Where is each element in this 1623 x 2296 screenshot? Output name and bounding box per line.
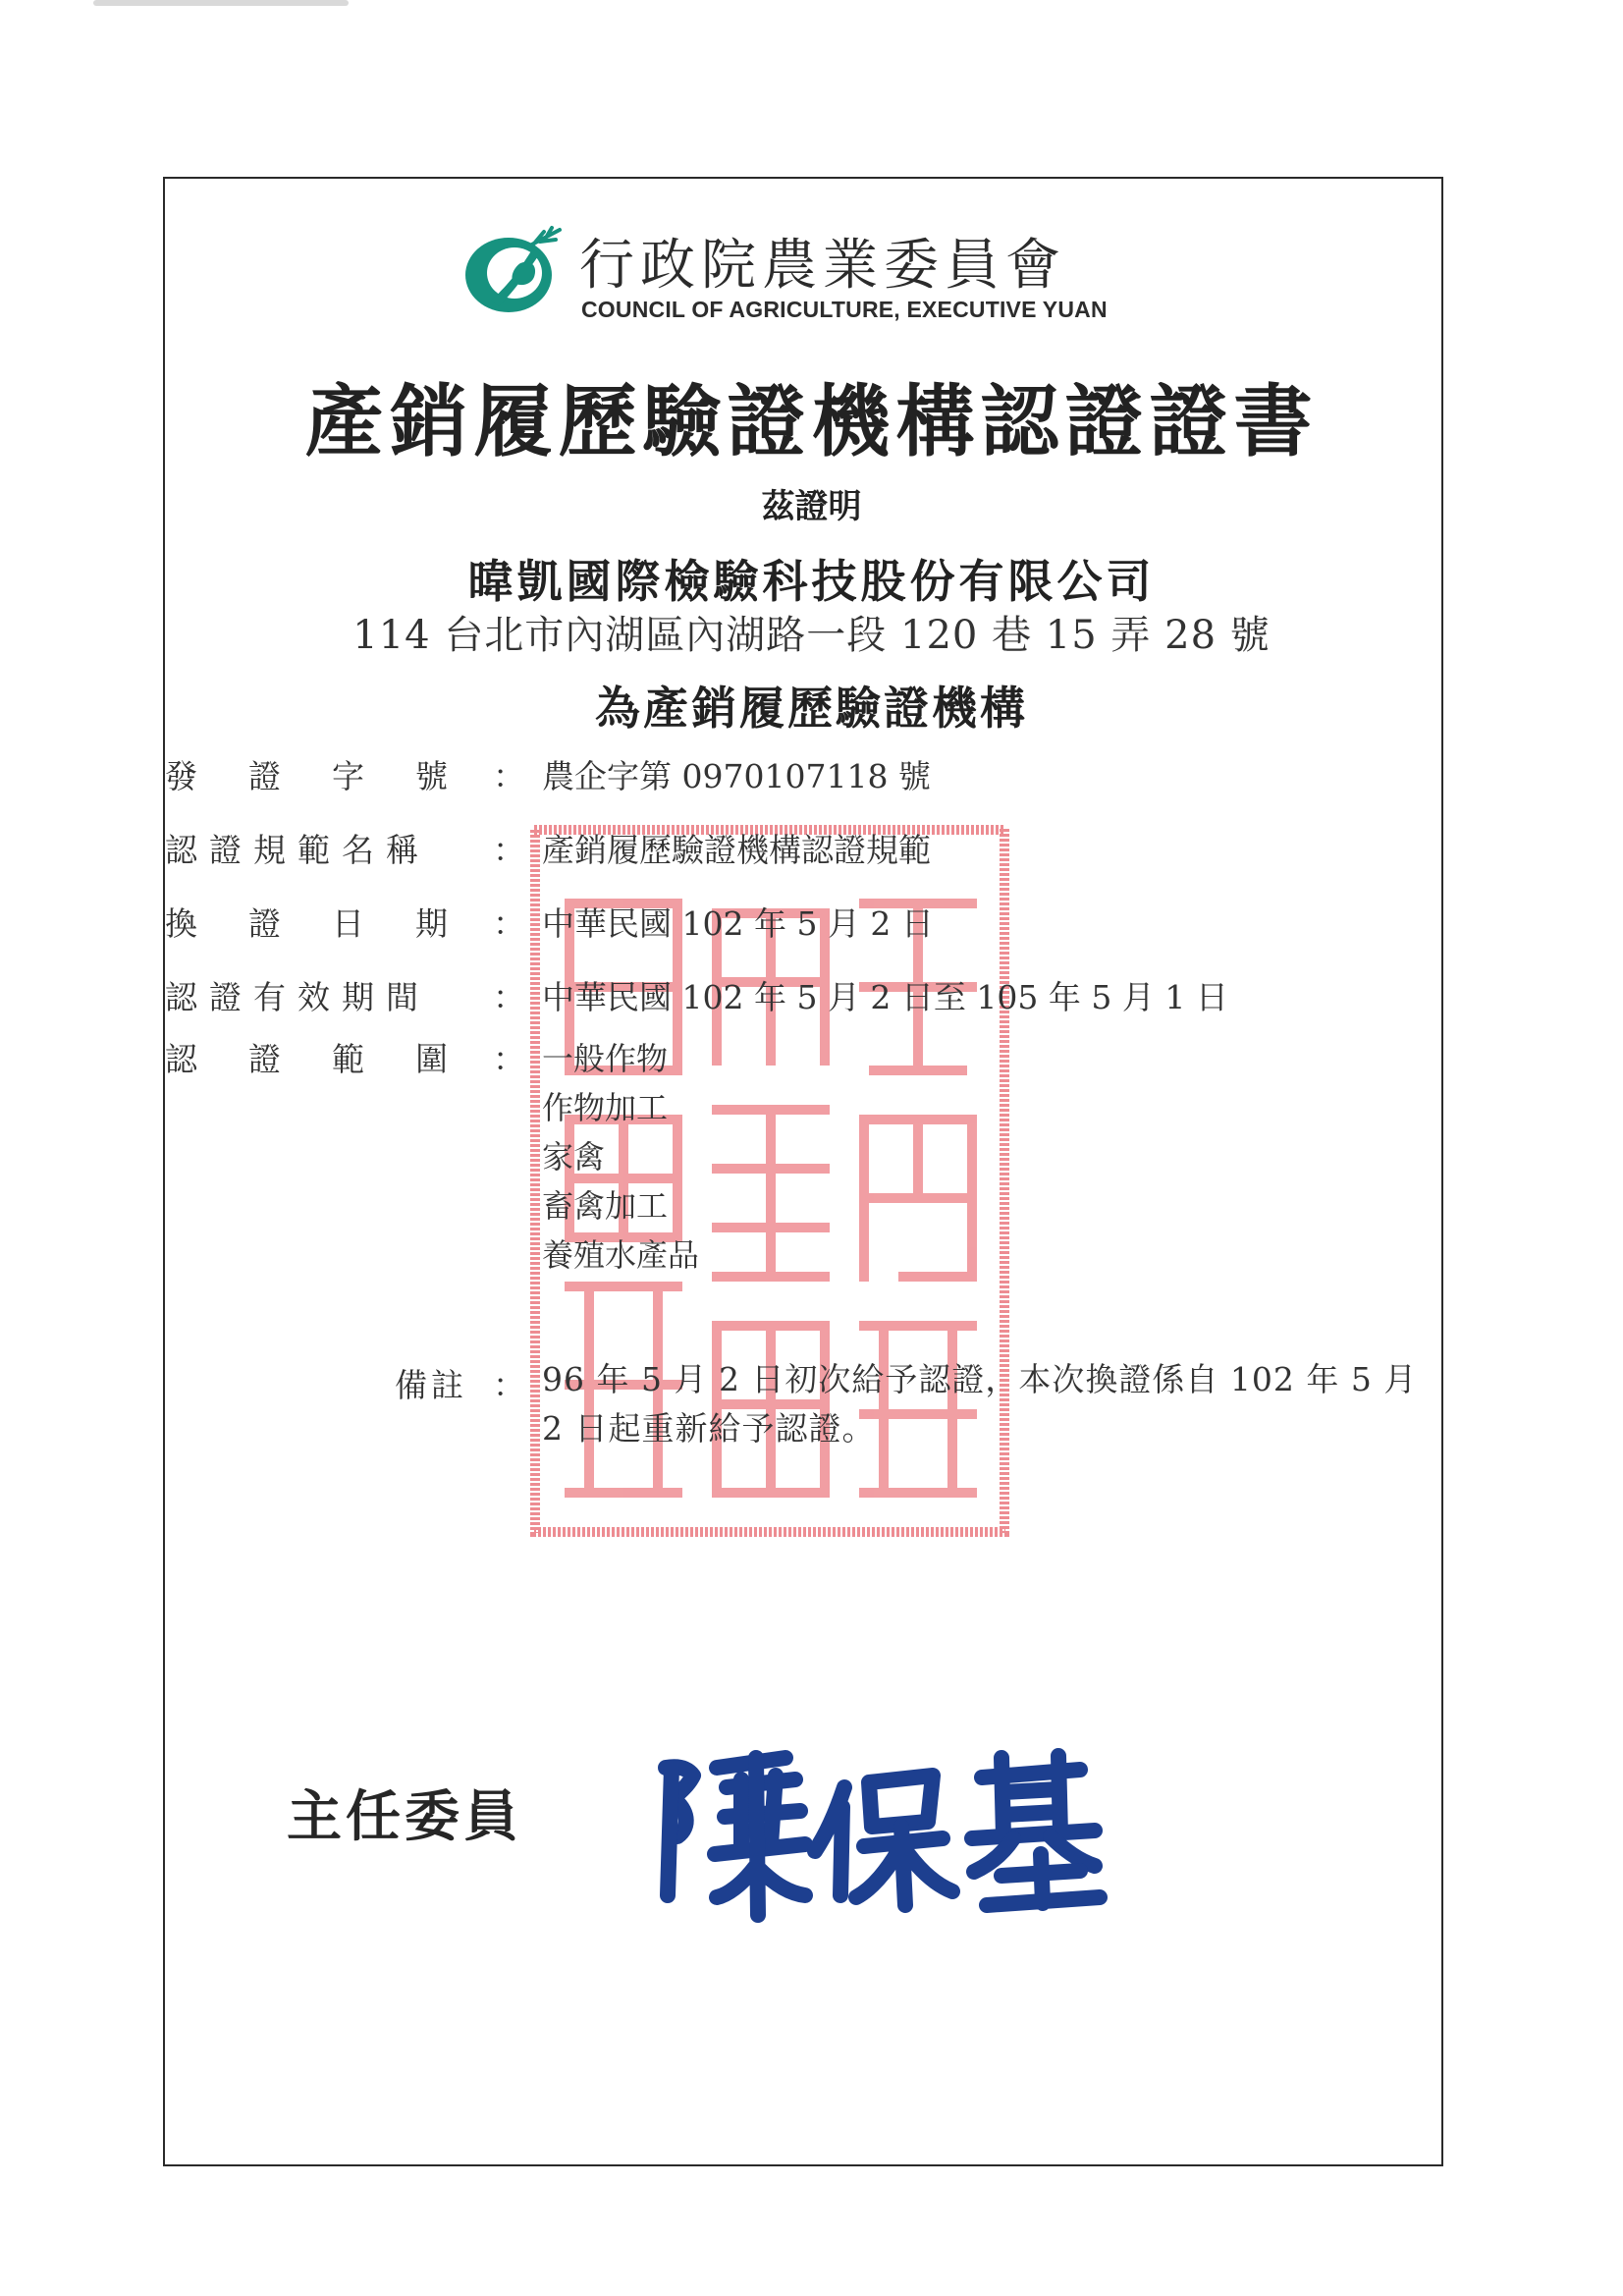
- standard-colon: ：: [493, 831, 525, 869]
- scope-label: [165, 1034, 499, 1080]
- director-signature: [648, 1728, 1109, 1925]
- renewal-date-colon: ：: [493, 904, 525, 943]
- scan-edge-shadow: [93, 0, 349, 6]
- issue-no-colon: ：: [493, 757, 525, 795]
- company-address: 114 台北市內湖區內湖路一段 120 巷 15 弄 28 號: [352, 613, 1271, 658]
- renewal-date-label: [165, 899, 499, 945]
- standard-value: 產銷履歷驗證機構認證規範: [542, 831, 931, 869]
- valid-period-colon: ：: [493, 978, 525, 1016]
- issue-no-value: 農企字第 0970107118 號: [542, 757, 931, 795]
- scope-item: 家禽: [542, 1138, 606, 1175]
- remark-colon: ：: [493, 1366, 525, 1404]
- org-name-en: COUNCIL OF AGRICULTURE, EXECUTIVE YUAN: [581, 297, 1108, 322]
- standard-label: [165, 825, 469, 871]
- director-title: 主任委員: [287, 1784, 522, 1849]
- remark-text: 96 年 5 月 2 日初次給予認證，本次換證係自 102 年 5 月 2 日起重新給予認證。: [542, 1360, 1418, 1448]
- remark-label: 備註: [395, 1366, 467, 1404]
- valid-period-value: 中華民國 102 年 5 月 2 日至 105 年 5 月 1 日: [542, 978, 1228, 1016]
- certificate-title: 產銷履歷驗證機構認證證書: [304, 375, 1319, 467]
- certified-as: 為產銷履歷驗證機構: [595, 682, 1028, 735]
- issue-no-label: [165, 751, 499, 797]
- scope-item: 養殖水產品: [542, 1236, 700, 1274]
- org-name-zh: 行政院農業委員會: [579, 234, 1066, 298]
- renewal-date-label-text: 換證日期: [165, 904, 499, 943]
- standard-label-text: 認證規範名稱: [165, 831, 430, 869]
- scope-item: 一般作物: [542, 1040, 669, 1077]
- valid-period-label: [165, 972, 469, 1018]
- scope-colon: ：: [493, 1040, 525, 1078]
- scope-label-text: 認證範圍: [165, 1040, 499, 1078]
- valid-period-label-text: 認證有效期間: [165, 978, 430, 1016]
- company-name: 暐凱國際檢驗科技股份有限公司: [467, 555, 1156, 608]
- certify-text: 茲證明: [761, 487, 862, 526]
- scope-item: 作物加工: [542, 1089, 669, 1126]
- scope-item: 畜禽加工: [542, 1187, 669, 1225]
- issue-no-label-text: 發證字號: [165, 757, 499, 795]
- renewal-date-value: 中華民國 102 年 5 月 2 日: [542, 904, 934, 943]
- coa-logo-icon: [461, 224, 574, 318]
